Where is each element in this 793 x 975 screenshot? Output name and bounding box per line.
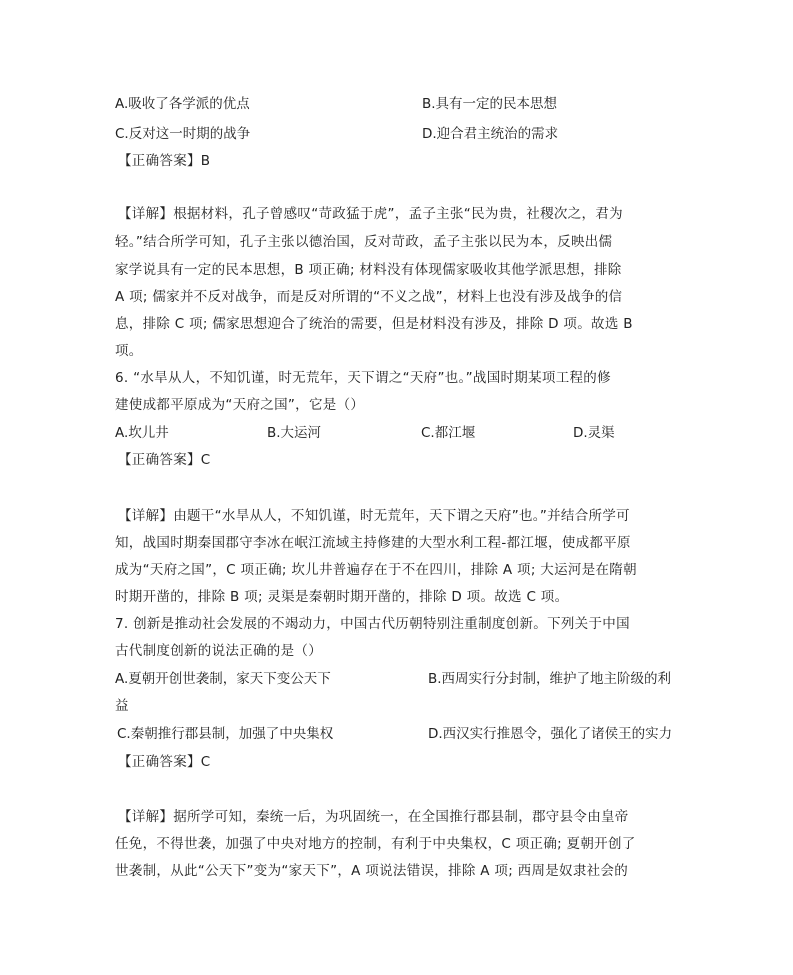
q7-option-a: A.夏朝开创世袭制，家天下变公天下 bbox=[115, 671, 331, 687]
q5-detail-line: 轻。”结合所学可知，孔子主张以德治国，反对苛政，孟子主张以民为本，反映出儒 bbox=[115, 234, 613, 250]
q6-option-d: D.灵渠 bbox=[573, 425, 615, 441]
q6-option-a: A.坎儿井 bbox=[115, 425, 169, 441]
q5-option-a: A.吸收了各学派的优点 bbox=[115, 96, 250, 112]
q6-detail-line: 成为“天府之国”，C 项正确; 坎儿井普遍存在于不在四川，排除 A 项; 大运河是在隋朝 bbox=[115, 562, 637, 578]
q6-question-line: 6. “水旱从人，不知饥谨，时无荒年，天下谓之“天府”也。”战国时期某项工程的修 bbox=[115, 370, 611, 386]
q7-detail-line: 任免，不得世袭，加强了中央对地方的控制，有利于中央集权，C 项正确; 夏朝开创了 bbox=[115, 836, 636, 852]
q7-detail-line: 世袭制，从此“公天下”变为“家天下”，A 项说法错误，排除 A 项; 西周是奴隶社会的 bbox=[115, 863, 629, 879]
q6-option-b: B.大运河 bbox=[267, 425, 322, 441]
q5-answer: 【正确答案】B bbox=[118, 153, 211, 169]
q7-detail-line: 【详解】据所学可知，秦统一后，为巩固统一，在全国推行郡县制，郡守县令由皇帝 bbox=[118, 809, 629, 825]
q7-option-c: C.秦朝推行郡县制，加强了中央集权 bbox=[117, 726, 334, 742]
q6-question-line: 建使成都平原成为“天府之国”，它是（） bbox=[115, 397, 365, 413]
q5-option-d: D.迎合君主统治的需求 bbox=[422, 126, 559, 142]
q5-detail-line: 【详解】根据材料，孔子曾感叹“苛政猛于虎”，孟子主张“民为贵，社稷次之，君为 bbox=[118, 206, 623, 222]
q7-question-line: 古代制度创新的说法正确的是（） bbox=[115, 643, 322, 659]
q7-option-b-wrap: 益 bbox=[115, 698, 129, 714]
q7-answer: 【正确答案】C bbox=[118, 754, 211, 770]
q5-option-c: C.反对这一时期的战争 bbox=[115, 126, 251, 142]
q6-option-c: C.都江堰 bbox=[421, 425, 476, 441]
q7-question-line: 7. 创新是推动社会发展的不竭动力，中国古代历朝特别注重制度创新。下列关于中国 bbox=[115, 616, 630, 632]
q5-option-b: B.具有一定的民本思想 bbox=[422, 96, 558, 112]
q6-detail-line: 知，战国时期秦国郡守李冰在岷江流域主持修建的大型水利工程-都江堰，使成都平原 bbox=[115, 535, 631, 551]
q5-detail-line: 项。 bbox=[115, 343, 143, 359]
q5-detail-line: A 项; 儒家并不反对战争，而是反对所谓的“不义之战”，材料上也没有涉及战争的信 bbox=[115, 289, 623, 305]
q5-detail-line: 家学说具有一定的民本思想，B 项正确; 材料没有体现儒家吸收其他学派思想，排除 bbox=[115, 262, 622, 278]
q6-detail-line: 时期开凿的，排除 B 项; 灵渠是秦朝时期开凿的，排除 D 项。故选 C 项。 bbox=[115, 589, 569, 605]
q7-option-b: B.西周实行分封制，维护了地主阶级的利 bbox=[428, 671, 672, 687]
q6-answer: 【正确答案】C bbox=[118, 452, 211, 468]
q6-detail-line: 【详解】由题干“水旱从人，不知饥谨，时无荒年，天下谓之天府”也。”并结合所学可 bbox=[118, 508, 630, 524]
q5-detail-line: 息，排除 C 项; 儒家思想迎合了统治的需要，但是材料没有涉及，排除 D 项。故选 B bbox=[115, 316, 633, 332]
q7-option-d: D.西汉实行推恩令，强化了诸侯王的实力 bbox=[428, 726, 673, 742]
